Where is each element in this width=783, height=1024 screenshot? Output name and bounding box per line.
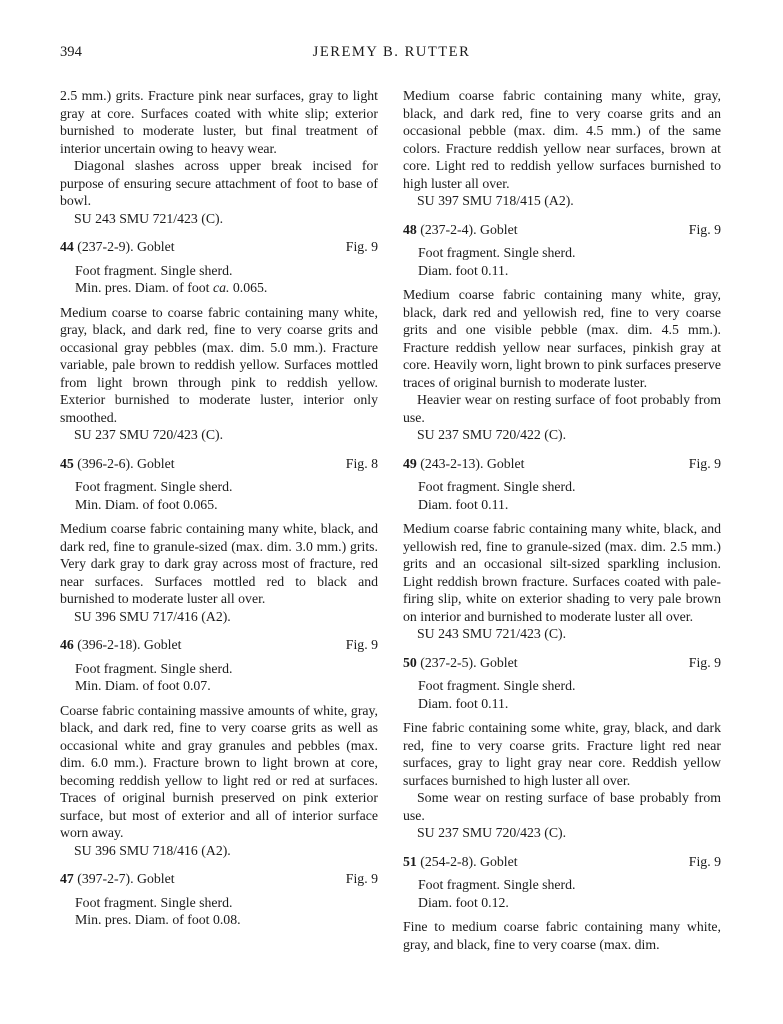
figure-reference: Fig. 8: [345, 455, 378, 471]
entry-fragment: Foot fragment. Single sherd.: [75, 894, 233, 910]
entry-identifier: (237-2-9). Goblet: [77, 239, 175, 254]
entry-fragment: Foot fragment. Single sherd.: [418, 245, 576, 260]
page-number: 394: [60, 44, 82, 60]
entry-identifier: (237-2-4). Goblet: [420, 221, 518, 237]
entry-number: 44: [60, 239, 74, 254]
figure-reference: Fig. 9: [345, 239, 378, 254]
entry-identifier: (254-2-8). Goblet: [420, 853, 518, 869]
figure-reference: Fig. 9: [688, 455, 721, 471]
entry-description: Medium coarse fabric containing many white, black, and yellowish red, fine to granule-sized (max. dim. 2.5 mm.) grits and an occasional silt-sized sparkling inclusion. Light reddish brown fracture. Surfaces coated with pale-firing slip, white on exterior shading to very pale brown on interior and burnished to moderate luster all over.: [403, 521, 721, 624]
entry-reference: SU 237 SMU 720/423 (C).: [417, 825, 567, 840]
catalog-entry-49-heading: [403, 455, 721, 473]
entry-description: Medium coarse fabric containing many white, gray, black, dark red and yellowish red, fine to very coarse grits and one visible pebble (max. dim. 4.5 mm.). Fracture reddish yellow near surfaces, pinkish gray at core. Heavily worn, light brown to pink surfaces preserve traces of original burnish to moderate luster.: [403, 287, 721, 390]
entry-identifier: (397-2-7). Goblet: [77, 871, 175, 886]
entry-reference: SU 396 SMU 717/416 (A2).: [74, 608, 231, 624]
figure-reference: Fig. 9: [688, 654, 721, 670]
entry-number: 45: [60, 455, 74, 471]
catalog-entry-50-heading: [403, 654, 721, 672]
entry-measurement: Min. pres. Diam. of foot ca. 0.065.: [75, 280, 268, 295]
entry-note: Heavier wear on resting surface of foot probably from use.: [403, 392, 721, 425]
entry-identifier: (243-2-13). Goblet: [420, 455, 525, 471]
running-head-author: JEREMY B. RUTTER: [312, 44, 471, 60]
continued-description: 2.5 mm.) grits. Fracture pink near surfaces, gray to light gray at core. Surfaces coated with white slip; exterior burnished to moderate luster, but final treatment of interior uncertain owing to heavy wear.: [60, 88, 378, 156]
entry-description: Fine to medium coarse fabric containing many white, gray, and black, fine to very coarse (max. dim.: [403, 919, 721, 952]
entry-identifier: (396-2-18). Goblet: [77, 637, 182, 652]
entry-reference: SU 243 SMU 721/423 (C).: [417, 626, 567, 641]
entry-measurement: Diam. foot 0.11.: [418, 695, 509, 711]
entry-measurement: Min. Diam. of foot 0.065.: [75, 496, 218, 512]
entry-measurement: Min. Diam. of foot 0.07.: [75, 678, 211, 693]
entry-number: 46: [60, 637, 74, 652]
figure-reference: Fig. 9: [688, 853, 721, 869]
entry-number: 51: [403, 853, 417, 869]
right-column: [403, 87, 721, 953]
catalog-entry-46-heading: [60, 636, 378, 654]
entry-measurement: Diam. foot 0.11.: [418, 496, 509, 512]
entry-fragment: Foot fragment. Single sherd.: [418, 678, 576, 693]
continued-description: Medium coarse fabric containing many white, gray, black, and dark red, fine to very coarse grits and an occasional pebble (max. dim. 4.5 mm.) of the same colors. Fracture reddish yellow near surfaces, brown at core. Light red to reddish yellow surfaces burnished to high luster all over.: [403, 88, 721, 191]
entry-description: Coarse fabric containing massive amounts of white, gray, black, and dark red, fine to very coarse grits as well as occasional white and gray granules and pebbles (max. dim. 6.0 mm.). Fracture brown to light brown at core, becoming reddish yellow to light red or red at surfaces. Traces of original burnish preserved on pink exterior surface, but most of exterior and all of interior surface worn away.: [60, 702, 378, 840]
figure-reference: Fig. 9: [345, 637, 378, 652]
catalog-entry-51-heading: [403, 853, 721, 871]
catalog-entry-45-heading: [60, 455, 378, 473]
entry-reference: SU 396 SMU 718/416 (A2).: [74, 842, 231, 858]
left-column: [60, 87, 378, 929]
catalog-entry-44-heading: [60, 238, 378, 256]
figure-reference: Fig. 9: [345, 871, 378, 886]
entry-number: 47: [60, 871, 74, 886]
entry-reference: SU 237 SMU 720/423 (C).: [74, 427, 224, 442]
entry-note: Some wear on resting surface of base probably from use.: [403, 790, 721, 823]
catalog-entry-48-heading: [403, 221, 721, 239]
entry-fragment: Foot fragment. Single sherd.: [418, 479, 576, 494]
entry-identifier: (237-2-5). Goblet: [420, 654, 518, 670]
figure-reference: Fig. 9: [688, 221, 721, 237]
entry-reference: SU 237 SMU 720/422 (C).: [417, 427, 567, 442]
page-header: [60, 44, 723, 64]
entry-measurement: Min. pres. Diam. of foot 0.08.: [75, 912, 241, 927]
entry-fragment: Foot fragment. Single sherd.: [75, 262, 233, 278]
entry-description: Medium coarse fabric containing many white, black, and dark red, fine to granule-sized (max. dim. 3.0 mm.) grits. Very dark gray to dark gray across most of fracture, red near surfaces. Surfaces mottled red to black and burnished to moderate luster all over.: [60, 521, 378, 606]
entry-number: 50: [403, 654, 417, 670]
entry-measurement: Diam. foot 0.12.: [418, 894, 509, 910]
entry-fragment: Foot fragment. Single sherd.: [75, 660, 233, 676]
continued-reference: SU 397 SMU 718/415 (A2).: [417, 193, 574, 208]
entry-description: Fine fabric containing some white, gray, black, and dark red, fine to very coarse grits. Fracture light red near surfaces, gray to light gray near core. Reddish yellow surfaces burnished to high luster all over.: [403, 720, 721, 788]
entry-measurement: Diam. foot 0.11.: [418, 262, 509, 278]
entry-number: 48: [403, 221, 417, 237]
entry-fragment: Foot fragment. Single sherd.: [418, 877, 576, 892]
continued-reference: SU 243 SMU 721/423 (C).: [74, 210, 224, 226]
entry-number: 49: [403, 455, 417, 471]
continued-note: Diagonal slashes across upper break incised for purpose of ensuring secure attachment of foot to base of bowl.: [60, 158, 378, 208]
entry-identifier: (396-2-6). Goblet: [77, 455, 175, 471]
catalog-entry-47-heading: [60, 870, 378, 888]
entry-fragment: Foot fragment. Single sherd.: [75, 479, 233, 494]
entry-description: Medium coarse to coarse fabric containing many white, gray, black, and dark red, fine to very coarse grits and occasional gray pebbles (max. dim. 5.0 mm.). Fracture variable, pale brown to reddish yellow. Surfaces mottled from light brown through pink to reddish yellow. Exterior burnished to moderate luster, interior only smoothed.: [60, 304, 378, 425]
